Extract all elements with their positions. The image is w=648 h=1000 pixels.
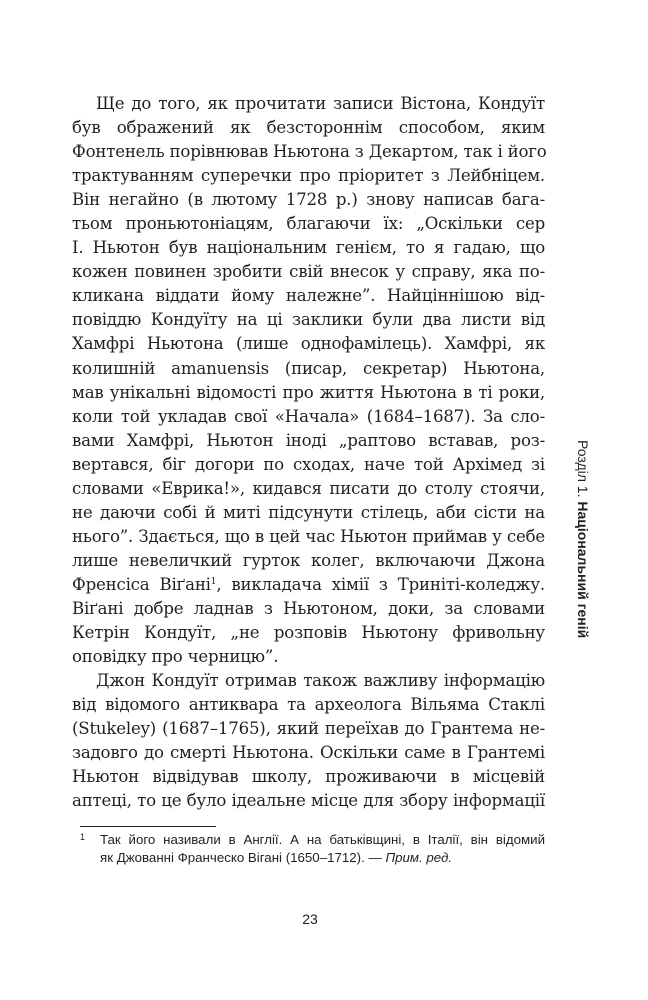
text-fragment: Френсіса Віґані <box>72 574 211 594</box>
text-line: Хамфрі Ньютона (лише однофамілець). Хамфрі, як <box>72 334 545 354</box>
text-line: Ще до того, як прочитати записи Вістона, Кондуїт <box>96 94 545 113</box>
editor-note: Прим. ред. <box>385 850 453 865</box>
text-line: Віґані добре ладнав з Ньютоном, доки, за словами <box>72 598 545 618</box>
footnote-text: як Джованні Франческо Вігані (1650–1712). — <box>100 850 386 865</box>
paragraph-2 <box>72 669 545 813</box>
paragraph-1 <box>72 92 545 669</box>
footnote-line: Так його називали в Англії. А на батьківщині, в Італії, він відомий <box>100 832 545 847</box>
text-line: вами Хамфрі, Ньютон іноді „раптово вставав, роз- <box>72 430 545 450</box>
text-line: Ньютон відвідував школу, проживаючи в місцевій <box>72 767 545 787</box>
page-number: 23 <box>302 911 318 927</box>
text-line: мав унікальні відомості про життя Ньютона в ті роки, <box>72 382 545 402</box>
text-line: кликана віддати йому належне”. Найціннішою від- <box>72 286 545 306</box>
running-head <box>575 440 591 638</box>
running-head-title: Національний геній <box>575 501 591 639</box>
text-fragment: , викладача хімії з Триніті-коледжу. <box>216 574 546 594</box>
footnote-divider <box>80 826 216 827</box>
text-line: словами «Еврика!», кидався писати до столу стоячи, <box>72 478 545 498</box>
text-line: трактуванням суперечки про пріоритет з Лейбніцем. <box>72 166 545 186</box>
footnote-line <box>100 849 545 867</box>
text-line: оповідку про черницю”. <box>72 647 279 667</box>
running-head-chapter: Розділ 1. <box>575 440 591 498</box>
text-line: нього”. Здається, що в цей час Ньютон приймав у себе <box>72 526 545 546</box>
footnote <box>80 831 545 867</box>
footnote-mark: 1 <box>80 832 86 842</box>
text-line: повіддю Кондуїту на ці заклики були два листи від <box>72 310 545 330</box>
text-line-with-footnote <box>72 573 545 597</box>
text-line: колишній amanuensis (писар, секретар) Ньютона, <box>72 358 545 378</box>
text-line: був ображений як безстороннім способом, яким <box>72 118 545 138</box>
text-line: від відомого антиквара та археолога Вільяма Стаклі <box>72 695 545 715</box>
text-line: (Stukeley) (1687–1765), який переїхав до Грантема не- <box>72 719 545 739</box>
text-line: тьом проньютоніацям, благаючи їх: „Оскільки сер <box>72 214 545 234</box>
footnote-ref[interactable]: 1 <box>210 576 217 587</box>
text-line: аптеці, то це було ідеальне місце для збору інформації <box>72 791 545 811</box>
text-line: коли той укладав свої «Начала» (1684–1687). За сло- <box>72 406 545 426</box>
text-line: Фонтенель порівнював Ньютона з Декартом, так і його <box>72 142 547 162</box>
text-line: кожен повинен зробити свій внесок у справу, яка по- <box>72 262 545 282</box>
text-line: І. Ньютон був національним генієм, то я гадаю, що <box>72 238 545 258</box>
text-line: задовго до смерті Ньютона. Оскільки саме в Грантемі <box>72 743 545 763</box>
text-line: вертався, біг догори по сходах, наче той Архімед зі <box>72 454 545 474</box>
text-line: не даючи собі й миті підсунути стілець, аби сісти на <box>72 502 545 522</box>
body-text <box>72 92 545 813</box>
text-line: лише невеличкий гурток колег, включаючи Джона <box>72 550 545 570</box>
text-line: Він негайно (в лютому 1728 р.) знову написав бага- <box>72 190 545 210</box>
text-line: Джон Кондуїт отримав також важливу інформацію <box>96 671 545 691</box>
text-line: Кетрін Кондуїт, „не розповів Ньютону фривольну <box>72 623 545 643</box>
